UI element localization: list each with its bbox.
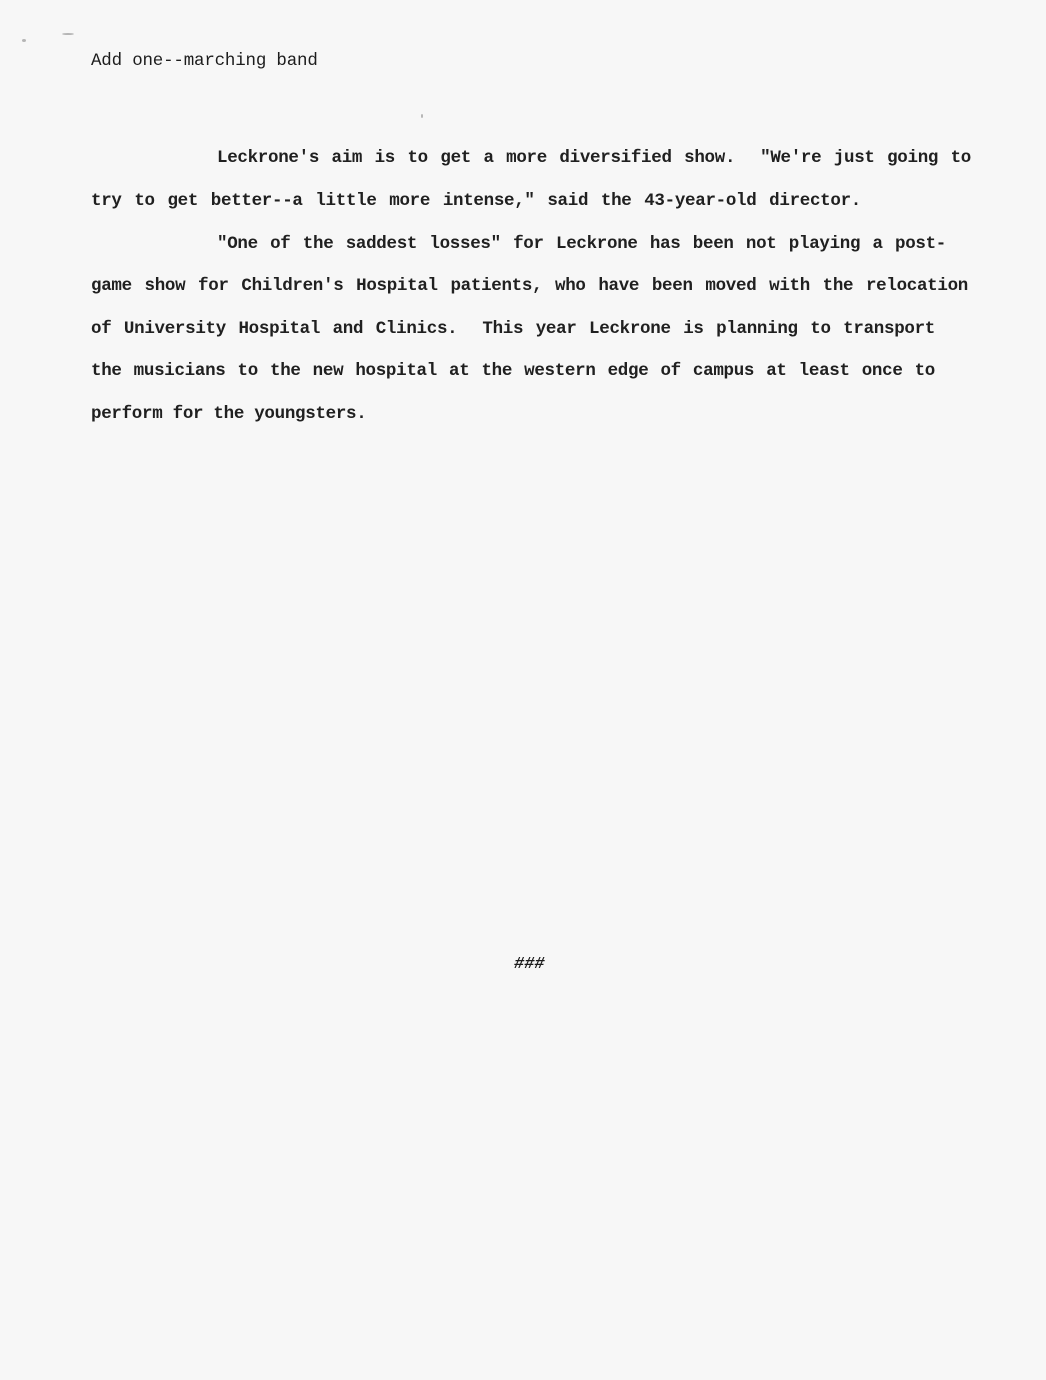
paper-speck <box>22 39 26 42</box>
paragraph-2-line-2: game show for Children's Hospital patients, who have been moved with the relocation <box>91 276 968 296</box>
page-heading: Add one--marching band <box>91 51 318 71</box>
paragraph-2-line-1: "One of the saddest losses" for Leckrone has been not playing a post- <box>217 234 946 254</box>
paragraph-2-line-4: the musicians to the new hospital at the western edge of campus at least once to <box>91 361 935 381</box>
paper-speck <box>421 114 423 118</box>
paragraph-1-line-1: Leckrone's aim is to get a more diversified show. "We're just going to <box>217 148 971 168</box>
paragraph-1-line-2: try to get better--a little more intense," said the 43-year-old director. <box>91 191 861 211</box>
end-mark: ### <box>514 955 545 974</box>
paragraph-2-line-5: perform for the youngsters. <box>91 404 367 424</box>
paragraph-2-line-3: of University Hospital and Clinics. This year Leckrone is planning to transport <box>91 319 935 339</box>
paper-speck <box>62 33 74 35</box>
